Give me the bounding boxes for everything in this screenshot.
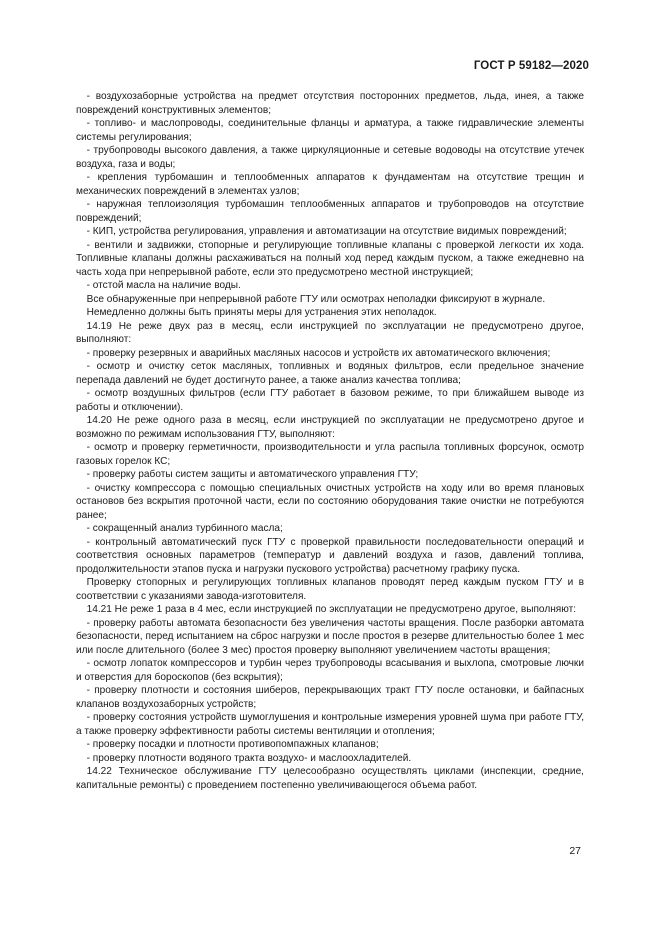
paragraph: - осмотр и проверку герметичности, производительности и угла распыла топливных форсунок, осмотр газовых горелок КС;	[76, 442, 584, 467]
paragraph: Все обнаруженные при непрерывной работе ГТУ или осмотрах неполадки фиксируют в журнале.	[86, 293, 546, 305]
paragraph: 14.22 Техническое обслуживание ГТУ целесообразно осуществлять циклами (инспекции, средние, капитальные ремонты) с проведением постепенно увеличивающегося объема работ.	[76, 766, 584, 791]
paragraph: - проверку посадки и плотности противопомпажных клапанов;	[86, 739, 379, 750]
page-number: 27	[569, 845, 581, 857]
paragraph: 14.19 Не реже двух раз в месяц, если инструкцией по эксплуатации не предусмотрено другое, выполняют:	[76, 320, 584, 345]
paragraph: - сокращенный анализ турбинного масла;	[86, 523, 283, 534]
paragraph: - проверку плотности и состояния шиберов, перекрывающих тракт ГТУ после остановки, и байпасных клапанов воздухозаборных устройств;	[76, 685, 584, 710]
paragraph: 14.21 Не реже 1 раза в 4 мес, если инструкцией по эксплуатации не предусмотрено другое, выполняют:	[86, 604, 577, 615]
paragraph: - трубопроводы высокого давления, а также циркуляционные и сетевые водоводы на отсутствие утечек воздуха, газа и воды;	[76, 145, 584, 170]
paragraph: 14.20 Не реже одного раза в месяц, если инструкцией по эксплуатации не предусмотрено другое и возможно по режимам использования ГТУ, выполняют:	[76, 415, 584, 440]
paragraph: - вентили и задвижки, стопорные и регулирующие топливные клапаны с проверкой легкости их хода. Топливные клапаны должны расхаживаться на полный ход перед каждым пуском, а также ежедневно на часть хода при непрерывной работе, если это предусмотрено местной инструкцией;	[76, 239, 584, 278]
paragraph: - проверку состояния устройств шумоглушения и контрольные измерения уровней шума при работе ГТУ, а также проверку эффективности работы системы вентиляции и отопления;	[76, 712, 584, 737]
standard-header: ГОСТ Р 59182—2020	[473, 60, 589, 72]
paragraph: - топливо- и маслопроводы, соединительные фланцы и арматура, а также гидравлические элементы системы регулирования;	[76, 118, 584, 143]
paragraph: - наружная теплоизоляция турбомашин теплообменных аппаратов и трубопроводов на отсутствие повреждений;	[76, 199, 584, 224]
paragraph: - крепления турбомашин и теплообменных аппаратов к фундаментам на отсутствие трещин и механических повреждений в элементах узлов;	[76, 172, 584, 197]
paragraph: - проверку резервных и аварийных масляных насосов и устройств их автоматического включения;	[86, 347, 551, 359]
paragraph: Проверку стопорных и регулирующих топливных клапанов проводят перед каждым пуском ГТУ и в соответствии с указаниями завода-изготовителя.	[76, 577, 584, 602]
paragraph: - проверку работы автомата безопасности без увеличения частоты вращения. После разборки автомата безопасности, перед испытанием на сброс нагрузки и после простоя в резерве длительностью более 1 мес или после длительного (более 3 мес) простоя проверку выполняют увеличением частоты вращения;	[76, 617, 584, 656]
paragraph: Немедленно должны быть приняты меры для устранения этих неполадок.	[86, 307, 437, 318]
paragraph: - очистку компрессора с помощью специальных очистных устройств на ходу или во время плановых остановов без вскрытия проточной части, если по состоянию оборудования такие очистки не потребуются ранее;	[76, 482, 584, 521]
paragraph: - воздухозаборные устройства на предмет отсутствия посторонних предметов, льда, инея, а также повреждений конструктивных элементов;	[76, 91, 584, 116]
paragraph: - осмотр воздушных фильтров (если ГТУ работает в базовом режиме, то при ближайшем выводе из работы и отключении).	[76, 388, 584, 413]
paragraph: - проверку работы систем защиты и автоматического управления ГТУ;	[86, 469, 419, 480]
paragraph: - осмотр лопаток компрессоров и турбин через трубопроводы всасывания и выхлопа, смотровые лючки и отверстия для бороскопов (без вскрытия);	[76, 658, 584, 683]
paragraph: - отстой масла на наличие воды.	[86, 280, 241, 291]
paragraph: - КИП, устройства регулирования, управления и автоматизации на отсутствие видимых повреждений;	[86, 226, 567, 237]
paragraph: - проверку плотности водяного тракта воздухо- и маслоохладителей.	[86, 752, 412, 764]
paragraph: - контрольный автоматический пуск ГТУ с проверкой правильности последовательности операций и соответствия основных параметров (температур и давлений воздуха и газов, давлений топлива, продолжительности этапов пуска и нагрузки пускового устройства) расчетному графику пуска.	[76, 536, 584, 575]
document-body	[76, 90, 584, 792]
paragraph: - осмотр и очистку сеток масляных, топливных и водяных фильтров, если предельное значение перепада давлений не будет достигнуто ранее, а также анализ качества топлива;	[76, 361, 584, 386]
